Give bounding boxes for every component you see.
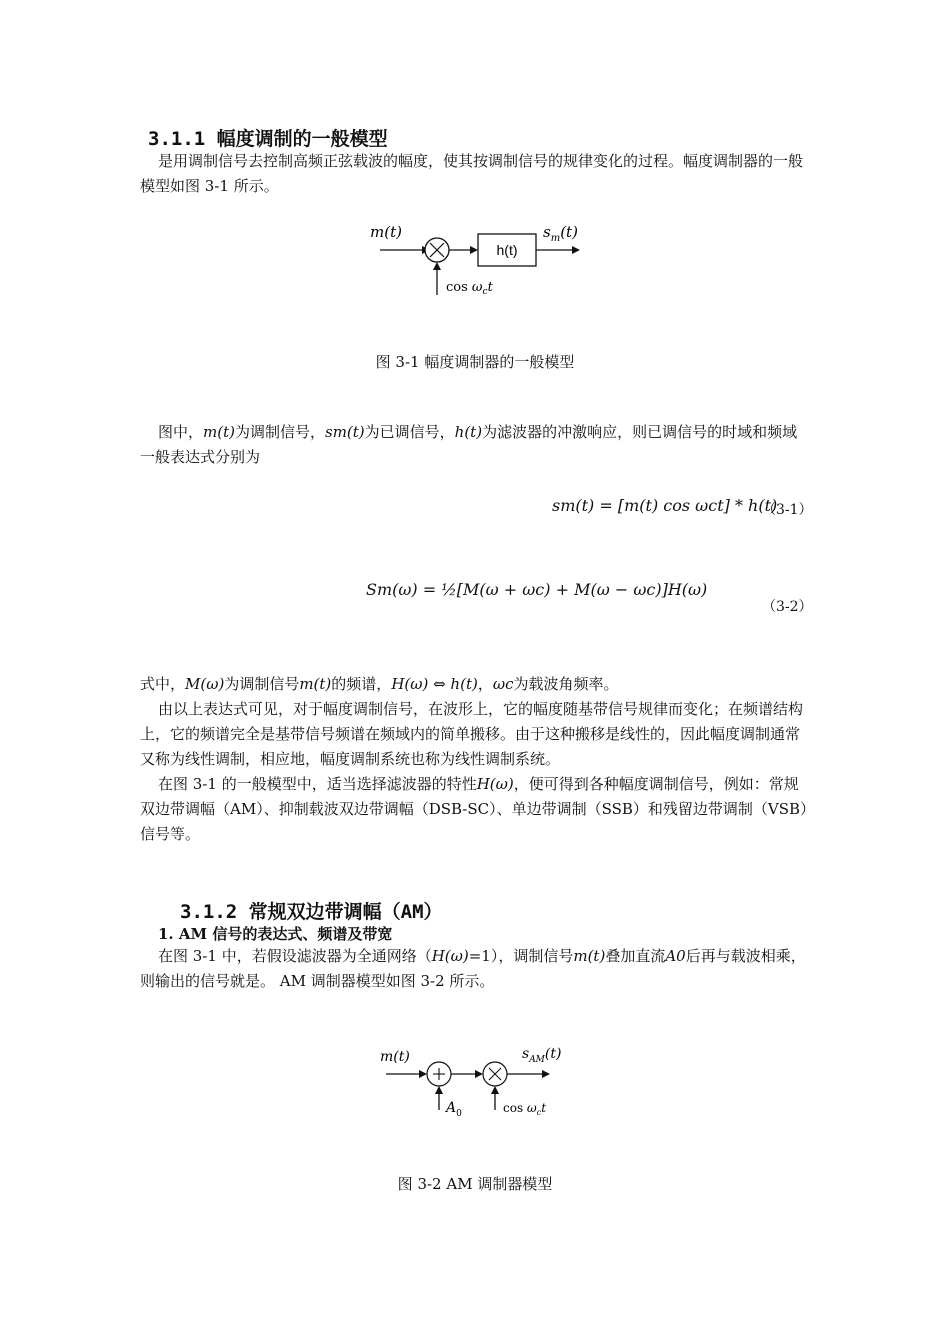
math-omega-c: ωc [492, 675, 514, 693]
fig2-dc-label: $A_0$ [446, 1100, 462, 1119]
math-m-t: m(t) [299, 675, 332, 693]
math-h-t: h(t) [454, 423, 483, 441]
figure-3-1-caption: 图 3-1 幅度调制器的一般模型 [375, 353, 575, 371]
equation-3-1-number: （3-1） [762, 502, 813, 518]
equation-3-2-number: （3-2） [762, 599, 813, 615]
math-m-t: m(t) [573, 947, 606, 965]
equation-3-2: Sm(ω) = ½[M(ω + ωc) + M(ω − ωc)]H(ω) [366, 580, 708, 599]
math-H-omega: H(ω) [476, 775, 514, 793]
figure-3-2-caption: 图 3-2 AM 调制器模型 [397, 1175, 553, 1193]
equation-3-1: sm(t) = [m(t) cos ωct] * h(t) [552, 496, 778, 515]
fig1-input-label: m(t) [370, 223, 402, 241]
math-M-omega: M(ω) [185, 675, 225, 693]
fig1-carrier-label: $\cos \omega_ct$ [446, 280, 493, 297]
section-heading-3-1-2: 3.1.2 常规双边带调幅（AM） [180, 901, 443, 923]
math-m-t: m(t) [203, 423, 235, 441]
fig2-input-label: m(t) [380, 1049, 410, 1065]
modulation-types-paragraph: 在图 3-1 的一般模型中，适当选择滤波器的特性H(ω)，便可得到各种幅度调制信号，例如：常规双边带调幅（AM）、抑制载波双边带调幅（DSB-SC）、单边带调制（SSB）和残留边带调制（VSB）信号等。 [140, 775, 808, 843]
symbol-where-line: 式中，M(ω)为调制信号m(t)的频谱，H(ω) ⇔ h(t)，ωc为载波角频率。 [140, 675, 619, 693]
intro-paragraph: 是用调制信号去控制高频正弦载波的幅度，使其按调制信号的规律变化的过程。幅度调制器的一般模型如图 3-1 所示。 [140, 152, 804, 195]
fig1-block-label: h(t) [496, 242, 518, 258]
am-intro-paragraph: 在图 3-1 中，若假设滤波器为全通网络（H(ω)=1），调制信号m(t)叠加直流A0后再与载波相乘，则输出的信号就是。 AM 调制器模型如图 3-2 所示。 [140, 947, 806, 990]
fig2-output-label: $s_{AM}(t)$ [522, 1046, 562, 1065]
math-H-omega: H(ω) [431, 947, 469, 965]
subheading-am-expression: 1. AM 信号的表达式、频谱及带宽 [158, 925, 393, 943]
math-A0: A0 [665, 947, 686, 965]
section-heading-3-1-1: 3.1.1 幅度调制的一般模型 [148, 128, 388, 150]
figure-3-2-diagram [372, 1040, 592, 1125]
math-sm-t: sm(t) [325, 423, 365, 441]
linear-modulation-paragraph: 由以上表达式可见，对于幅度调制信号，在波形上，它的幅度随基带信号规律而变化；在频谱结构上，它的频谱完全是基带信号频谱在频域内的简单搬移。由于这种搬移是线性的，因此幅度调制通常又称为线性调制，相应地，幅度调制系统也称为线性调制系统。 [140, 700, 804, 768]
figure-3-1-diagram [360, 215, 600, 305]
fig1-output-label: $s_m(t)$ [543, 223, 578, 244]
symbol-description-paragraph: 图中，m(t)为调制信号，sm(t)为已调信号，h(t)为滤波器的冲激响应，则已调信号的时域和频域一般表达式分别为 [140, 423, 798, 466]
math-transform-pair: H(ω) ⇔ h(t) [391, 675, 478, 693]
fig2-carrier-label: $\cos \omega_ct$ [503, 1101, 547, 1117]
